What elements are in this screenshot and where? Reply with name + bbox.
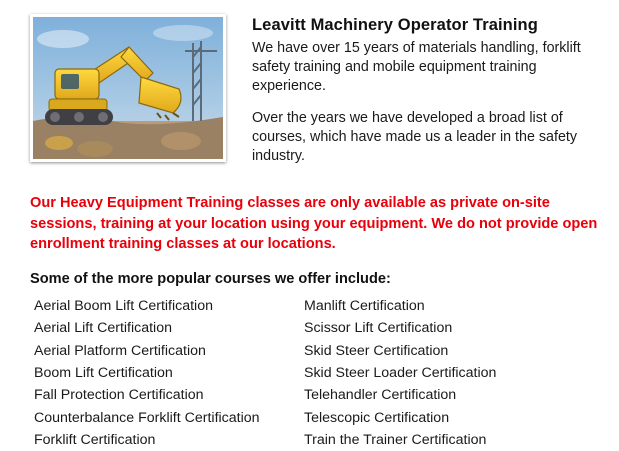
list-item: Telehandler Certification (304, 387, 457, 404)
list-item: Fall Protection Certification (34, 387, 204, 404)
list-item: Counterbalance Forklift Certification (34, 409, 260, 426)
list-item: Forklift Certification (34, 431, 156, 448)
excavator-illustration (33, 17, 223, 159)
page-title: Leavitt Machinery Operator Training (252, 16, 538, 34)
list-item: Scissor Lift Certification (304, 320, 453, 337)
intro-paragraph-2: Over the years we have developed a broad list of courses, which have made us a leader in the safety industry. (252, 110, 578, 164)
list-item: Boom Lift Certification (34, 365, 173, 382)
list-item: Aerial Platform Certification (34, 342, 206, 359)
list-item: Telescopic Certification (304, 409, 450, 426)
list-item: Skid Steer Loader Certification (304, 365, 497, 382)
list-item: Train the Trainer Certification (304, 431, 487, 448)
courses-column-right (304, 295, 584, 451)
availability-notice: Our Heavy Equipment Training classes are only available as private on-site sessions, training at your location using your equipment. We do not provide open enrollment training classes at our locations. (30, 195, 598, 253)
intro-paragraph-1: We have over 15 years of materials handling, forklift safety training and mobile equipment training experience. (252, 40, 581, 94)
list-item: Aerial Boom Lift Certification (34, 298, 213, 315)
list-item: Manlift Certification (304, 298, 425, 315)
intro-text-block (252, 14, 601, 179)
courses-list (0, 295, 619, 451)
list-item: Skid Steer Certification (304, 342, 449, 359)
courses-heading: Some of the more popular courses we offer include: (30, 271, 391, 288)
list-item: Aerial Lift Certification (34, 320, 172, 337)
excavator-photo (30, 14, 226, 162)
header-section (0, 0, 619, 179)
courses-column-left (34, 295, 304, 451)
